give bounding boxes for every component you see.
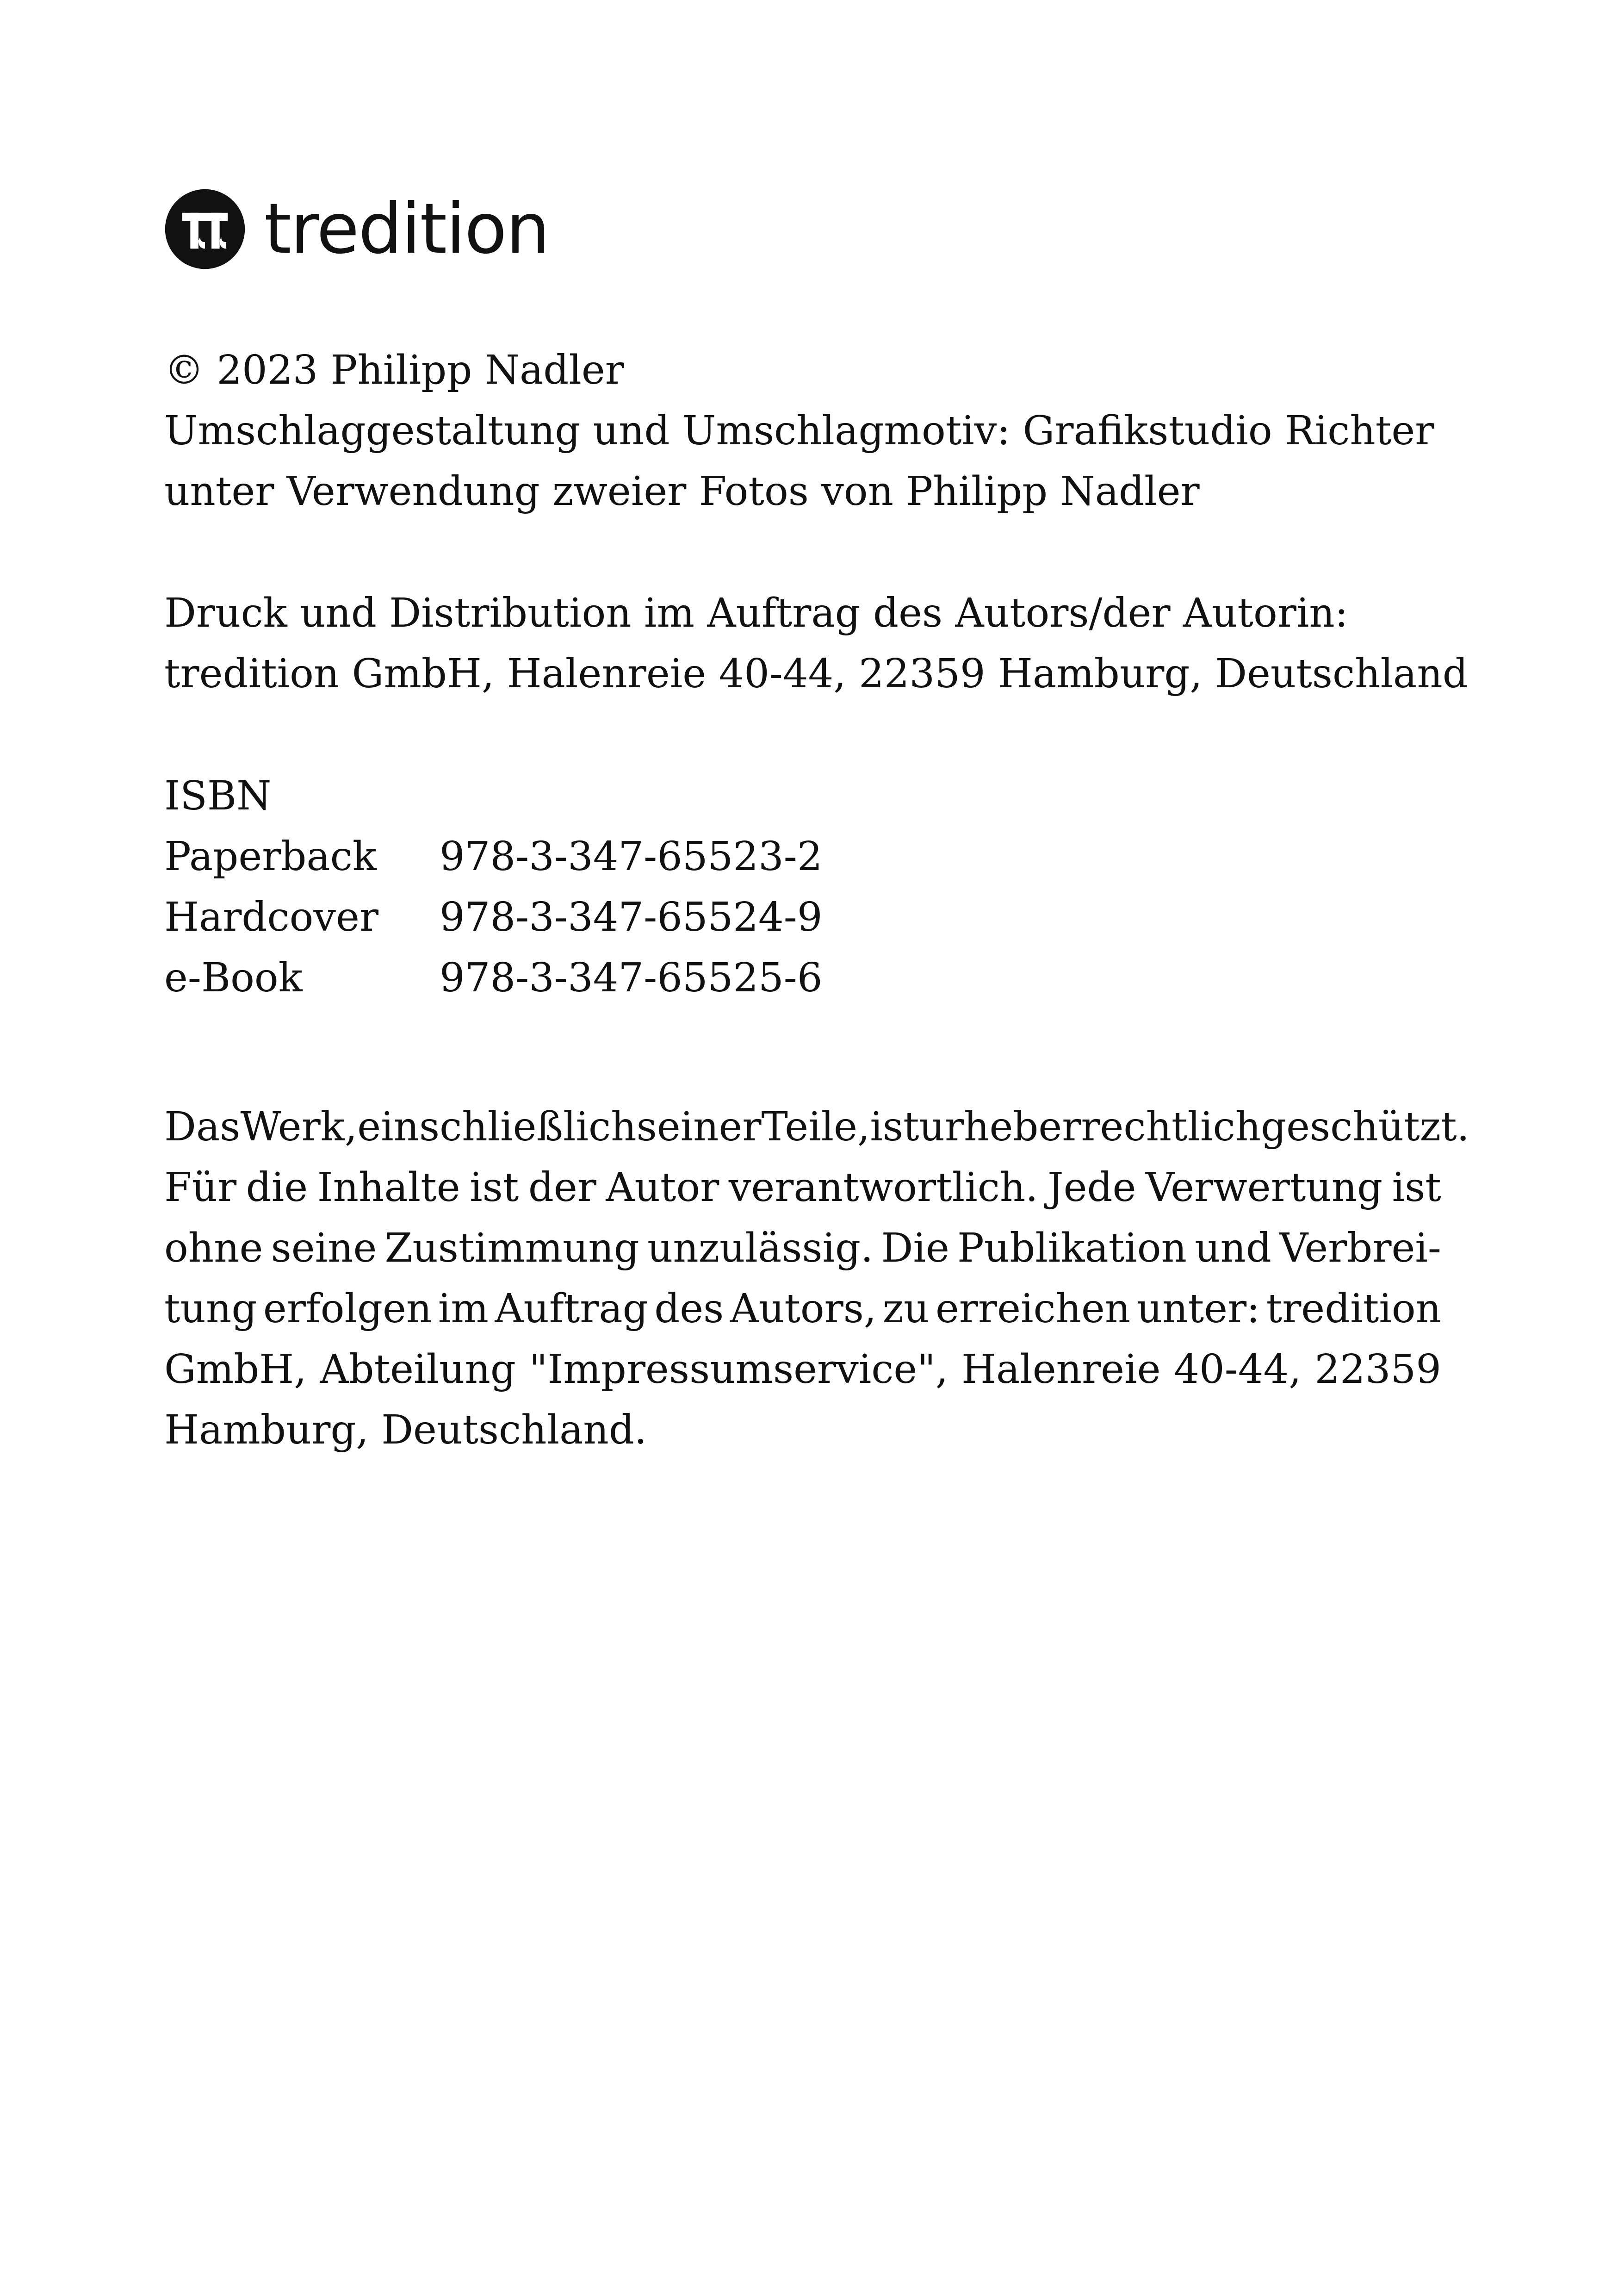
isbn-format-label: Hardcover bbox=[164, 894, 378, 940]
copyright-line: © 2023 Philipp Nadler bbox=[164, 347, 624, 393]
word: Die bbox=[881, 1225, 949, 1271]
word: einschließlich bbox=[357, 1104, 637, 1150]
word: Das bbox=[164, 1104, 241, 1150]
isbn-section bbox=[164, 766, 1437, 1008]
word: Abteilung bbox=[320, 1346, 516, 1393]
publisher-address-line: tredition GmbH, Halenreie 40-44, 22359 Hamburg, Deutschland bbox=[164, 651, 1468, 697]
word: Für bbox=[164, 1164, 237, 1211]
word: erreichen bbox=[935, 1286, 1131, 1332]
legal-notice-line bbox=[164, 1339, 1441, 1400]
isbn-row bbox=[164, 827, 1437, 887]
word: unter: bbox=[1136, 1286, 1260, 1332]
legal-notice-line bbox=[164, 1097, 1469, 1157]
word: im bbox=[438, 1286, 489, 1332]
publisher-logo bbox=[164, 187, 549, 271]
word: erfolgen bbox=[263, 1286, 432, 1332]
word: zu bbox=[882, 1286, 930, 1332]
legal-notice-line bbox=[164, 1157, 1441, 1218]
legal-notice bbox=[164, 1097, 1469, 1461]
tredition-logo-icon bbox=[164, 188, 246, 270]
legal-notice-line bbox=[164, 1279, 1441, 1339]
word: "Impressumservice", bbox=[529, 1346, 948, 1393]
isbn-number: 978-3-347-65523-2 bbox=[440, 834, 823, 880]
print-line: Druck und Distribution im Auftrag des Autors/der Autorin: bbox=[164, 590, 1348, 636]
isbn-row bbox=[164, 887, 1437, 948]
isbn-format-label: e-Book bbox=[164, 955, 303, 1001]
word: seine bbox=[271, 1225, 377, 1271]
logo-wordmark: tredition bbox=[264, 189, 549, 269]
word: Autor bbox=[606, 1164, 719, 1211]
word: urheberrechtlich bbox=[919, 1104, 1261, 1150]
word: ist bbox=[1392, 1164, 1441, 1211]
cover-photo-line: unter Verwendung zweier Fotos von Philipp Nadler bbox=[164, 468, 1200, 515]
word: Auftrag bbox=[495, 1286, 648, 1332]
word: die bbox=[246, 1164, 308, 1211]
word: Publikation bbox=[957, 1225, 1187, 1271]
word: der bbox=[528, 1164, 596, 1211]
word: GmbH, bbox=[164, 1346, 307, 1393]
isbn-number: 978-3-347-65525-6 bbox=[440, 955, 823, 1001]
word: ist bbox=[470, 1164, 519, 1211]
word: seiner bbox=[636, 1104, 762, 1150]
legal-notice-line: Hamburg, Deutschland. bbox=[164, 1407, 647, 1453]
word: Autors, bbox=[730, 1286, 877, 1332]
word: Halenreie bbox=[961, 1346, 1161, 1393]
word: Inhalte bbox=[317, 1164, 460, 1211]
word: Zustimmung bbox=[384, 1225, 639, 1271]
word: ist bbox=[870, 1104, 919, 1150]
word: Jede bbox=[1048, 1164, 1136, 1211]
word: 22359 bbox=[1314, 1346, 1441, 1393]
cover-design-line: Umschlaggestaltung und Umschlagmotiv: Grafikstudio Richter bbox=[164, 408, 1434, 454]
word: Verwertung bbox=[1145, 1164, 1383, 1211]
isbn-number: 978-3-347-65524-9 bbox=[440, 894, 823, 940]
word: tredition bbox=[1266, 1286, 1441, 1332]
word: geschützt. bbox=[1261, 1104, 1469, 1150]
legal-notice-line bbox=[164, 1218, 1441, 1279]
word: ohne bbox=[164, 1225, 263, 1271]
word: Werk, bbox=[240, 1104, 358, 1150]
word: des bbox=[654, 1286, 724, 1332]
word: 40-44, bbox=[1174, 1346, 1302, 1393]
isbn-heading: ISBN bbox=[164, 773, 272, 819]
isbn-format-label: Paperback bbox=[164, 834, 377, 880]
word: Verbrei- bbox=[1279, 1225, 1441, 1271]
isbn-row bbox=[164, 948, 1437, 1008]
word: Teile, bbox=[761, 1104, 870, 1150]
print-distribution-section bbox=[164, 583, 1468, 704]
copyright-section bbox=[164, 340, 1437, 522]
word: tung bbox=[164, 1286, 257, 1332]
word: unzulässig. bbox=[647, 1225, 874, 1271]
word: und bbox=[1195, 1225, 1271, 1271]
word: verantwortlich. bbox=[728, 1164, 1038, 1211]
